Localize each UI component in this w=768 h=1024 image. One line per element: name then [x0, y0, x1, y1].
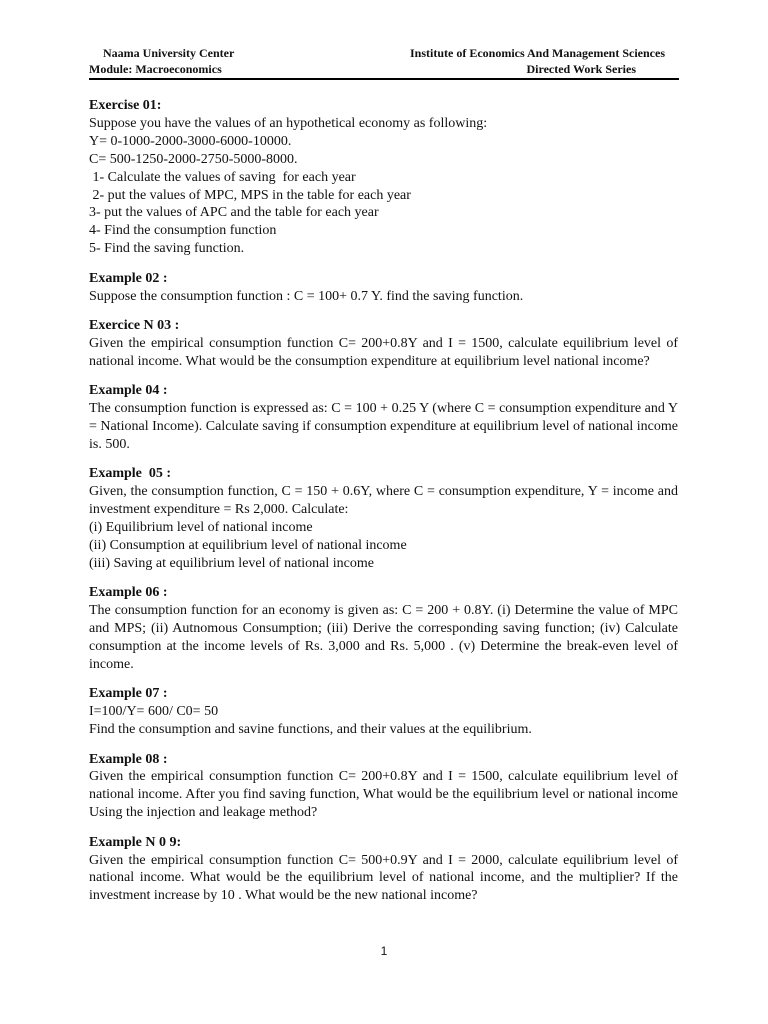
exercise-03 — [89, 317, 678, 371]
section-line: Find the consumption and savine functions, and their values at the equilibrium. — [89, 722, 532, 738]
section-paragraph: The consumption function for an economy is given as: C = 200 + 0.8Y. (i) Determine the value of MPC and MPS; (ii) Autnomous Consumption; (iii) Derive the corresponding saving function; (iv) Calculate consumption at the income levels of Rs. 3,000 and Rs. 5,000 . (v) Determine the break-even level of income. — [89, 603, 678, 672]
section-line: 3- put the values of APC and the table for each year — [89, 205, 379, 221]
section-title: Example 05 : — [89, 466, 172, 482]
section-line: I=100/Y= 600/ C0= 50 — [89, 704, 219, 720]
section-title: Example 04 : — [89, 383, 168, 399]
section-line: (ii) Consumption at equilibrium level of national income — [89, 537, 407, 553]
header-institute: Institute of Economics And Management Sciences — [410, 46, 665, 60]
section-line: C= 500-1250-2000-2750-5000-8000. — [89, 151, 298, 167]
section-paragraph: Given the empirical consumption function C= 200+0.8Y and I = 1500, calculate equilibrium level of national income. What would be the consumption expenditure at equilibrium level national income? — [89, 335, 678, 369]
header-module: Module: Macroeconomics — [89, 62, 222, 76]
section-line: 4- Find the consumption function — [89, 223, 277, 239]
section-title: Example 08 : — [89, 751, 168, 767]
example-02 — [89, 270, 678, 306]
section-title: Exercice N 03 : — [89, 317, 180, 333]
section-paragraph: Given the empirical consumption function C= 200+0.8Y and I = 1500, calculate equilibrium level of national income. After you find saving function, What would be the equilibrium level or national income Using the injection and leakage method? — [89, 769, 678, 821]
section-paragraph: Given the empirical consumption function C= 500+0.9Y and I = 2000, calculate equilibrium level of national income. What would be the equilibrium level of national income, and the multiplier? If the investment increase by 10 . What would be the new national income? — [89, 852, 678, 904]
section-title: Exercise 01: — [89, 98, 162, 113]
section-line: Suppose the consumption function : C = 100+ 0.7 Y. find the saving function. — [89, 288, 524, 304]
page-number: 1 — [380, 944, 388, 958]
header-institution: Naama University Center — [103, 46, 235, 60]
example-04 — [89, 382, 678, 454]
document-body — [89, 97, 678, 917]
section-line: Y= 0-1000-2000-3000-6000-10000. — [89, 133, 292, 149]
section-line: 5- Find the saving function. — [89, 241, 245, 257]
section-title: Example N 0 9: — [89, 834, 182, 850]
section-line: Suppose you have the values of an hypothetical economy as following: — [89, 115, 488, 131]
page-header — [89, 44, 679, 80]
example-08 — [89, 751, 678, 823]
section-title: Example 06 : — [89, 585, 168, 601]
section-line: (i) Equilibrium level of national income — [89, 520, 313, 536]
section-line: 2- put the values of MPC, MPS in the table for each year — [89, 187, 411, 203]
section-line: 1- Calculate the values of saving for each year — [89, 169, 356, 185]
example-09 — [89, 834, 678, 906]
section-title: Example 02 : — [89, 270, 168, 286]
section-paragraph: Given, the consumption function, C = 150 + 0.6Y, where C = consumption expenditure, Y = income and investment expenditure = Rs 2,000. Calculate: — [89, 484, 678, 518]
example-07 — [89, 685, 678, 739]
section-title: Example 07 : — [89, 686, 168, 702]
example-05 — [89, 465, 678, 572]
section-line: (iii) Saving at equilibrium level of national income — [89, 555, 374, 571]
exercise-01 — [89, 97, 678, 258]
section-paragraph: The consumption function is expressed as: C = 100 + 0.25 Y (where C = consumption expenditure and Y = National Income). Calculate saving if consumption expenditure at equilibrium level of national income is. 500. — [89, 401, 678, 452]
header-series: Directed Work Series — [526, 62, 636, 76]
example-06 — [89, 584, 678, 674]
